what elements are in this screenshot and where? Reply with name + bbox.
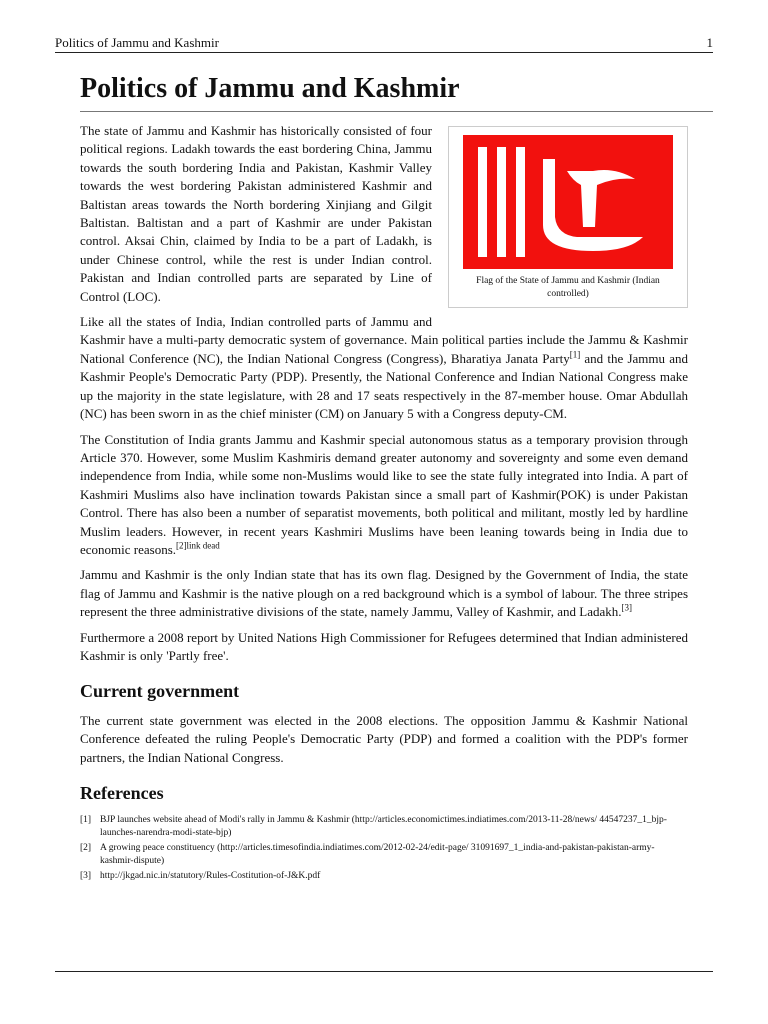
header-divider xyxy=(55,52,713,53)
paragraph: Furthermore a 2008 report by United Nations High Commissioner for Refugees determined that Indian administered Kashmir is only 'Partly free'. xyxy=(80,629,688,663)
reference-link[interactable]: http://jkgad.nic.in/statutory/Rules-Costitution-of-J&K.pdf xyxy=(100,870,321,881)
footer-divider xyxy=(55,971,713,972)
reference-link[interactable]: BJP launches website ahead of Modi's rally in Jammu & Kashmir (http://articles.economictimes.indiatimes.com/2013-11-28/news/ 44547237_1_bjp-launches-narendra-modi-state-bjp) xyxy=(100,814,667,839)
citation-link[interactable]: [3] xyxy=(621,602,632,613)
page-number: 1 xyxy=(706,35,713,50)
figure-caption: Flag of the State of Jammu and Kashmir (Indian controlled) xyxy=(476,276,660,299)
page-title: Politics of Jammu and Kashmir xyxy=(80,73,460,104)
reference-link[interactable]: A growing peace constituency (http://articles.timesofindia.indiatimes.com/2012-02-24/edit-page/ 31091697_1_india-and-pakistan-pakistan-army-kashmir-dispute) xyxy=(100,842,655,867)
reference-item xyxy=(80,870,688,884)
paragraph: Jammu and Kashmir is the only Indian state that has its own flag. Designed by the Government of India, the state flag of Jammu and Kashmir is the native plough on a red background which is a symbol of labour. The three stripes represent the three administrative divisions of the state, namely Jammu, Valley of Kashmir, and Ladakh.[3] xyxy=(80,567,688,620)
flag-stripe xyxy=(516,147,525,257)
title-divider xyxy=(80,111,713,112)
running-title: Politics of Jammu and Kashmir xyxy=(55,35,219,50)
flag-figure xyxy=(448,126,688,308)
plough-icon xyxy=(533,155,653,255)
paragraph: The current state government was elected in the 2008 elections. The opposition Jammu & Kashmir National Conference defeated the ruling People's Democratic Party (PDP) and formed a coalition with the PDP's former partners, the Indian National Congress. xyxy=(80,712,688,765)
running-header xyxy=(55,35,713,51)
reference-number: [1] xyxy=(80,814,92,825)
reference-item xyxy=(80,814,688,841)
section-heading-references: References xyxy=(80,783,164,804)
flag-stripe xyxy=(478,147,487,257)
article-body xyxy=(80,122,688,884)
reference-item xyxy=(80,842,688,869)
paragraph: Like all the states of India, Indian controlled parts of Jammu and Kashmir have a multi-party democratic system of governance. Main political parties include the Jammu & Kashmir National Conference (NC), the Indian National Congress (Congress), Bharatiya Janata Party[1] and the Jammu and Kashmir People's Democratic Party (PDP). Presently, the National Conference and Indian National Congress make up the majority in the state legislature, with 28 and 17 seats respectively in the 87-member house. Omar Abdullah (NC) has been sworn in as the chief minister (CM) on January 5 with a Congress deputy-CM. xyxy=(80,314,688,422)
jammu-kashmir-flag-image xyxy=(463,135,673,269)
references-list xyxy=(80,814,688,884)
citation-link[interactable]: [2]link dead xyxy=(176,540,220,551)
section-heading-current-government: Current government xyxy=(80,681,240,702)
citation-link[interactable]: [1] xyxy=(569,349,581,360)
reference-number: [2] xyxy=(80,842,92,853)
paragraph: The state of Jammu and Kashmir has historically consisted of four political regions. Ladakh towards the east bordering China, Jammu towards the south bordering India and Pakistan, Kashmir Valley towards the west bordering Pakistan administered Kashmir and Baltistan areas towards the North bordering Xinjiang and Gilgit Baltistan. Baltistan and a part of Kashmir are under Pakistan control. Aksai Chin, claimed by India to be a part of Ladakh, is under Chinese control, while the rest is under Indian control. Pakistan and Indian controlled parts are separated by Line of Control (LOC). xyxy=(80,123,432,304)
reference-number: [3] xyxy=(80,870,92,881)
flag-stripe xyxy=(497,147,506,257)
paragraph: The Constitution of India grants Jammu and Kashmir special autonomous status as a temporary provision through Article 370. However, some Muslim Kashmiris demand greater autonomy and sovereignty and some even demand independence from India, while some non-Muslims would like to see the state fully integrated into India. A part of Kashmiri Muslims also have inclination towards Pakistan since a small part of Kashmir(POK) is under Pakistan Control. There has also been a number of separatist movements, both political and militant, mostly led by hardline Muslim leaders. However, in recent years Kashmiri Muslims have been leaning towards being in India due to economic reasons.$^{[2]link dead}$ xyxy=(80,431,688,557)
